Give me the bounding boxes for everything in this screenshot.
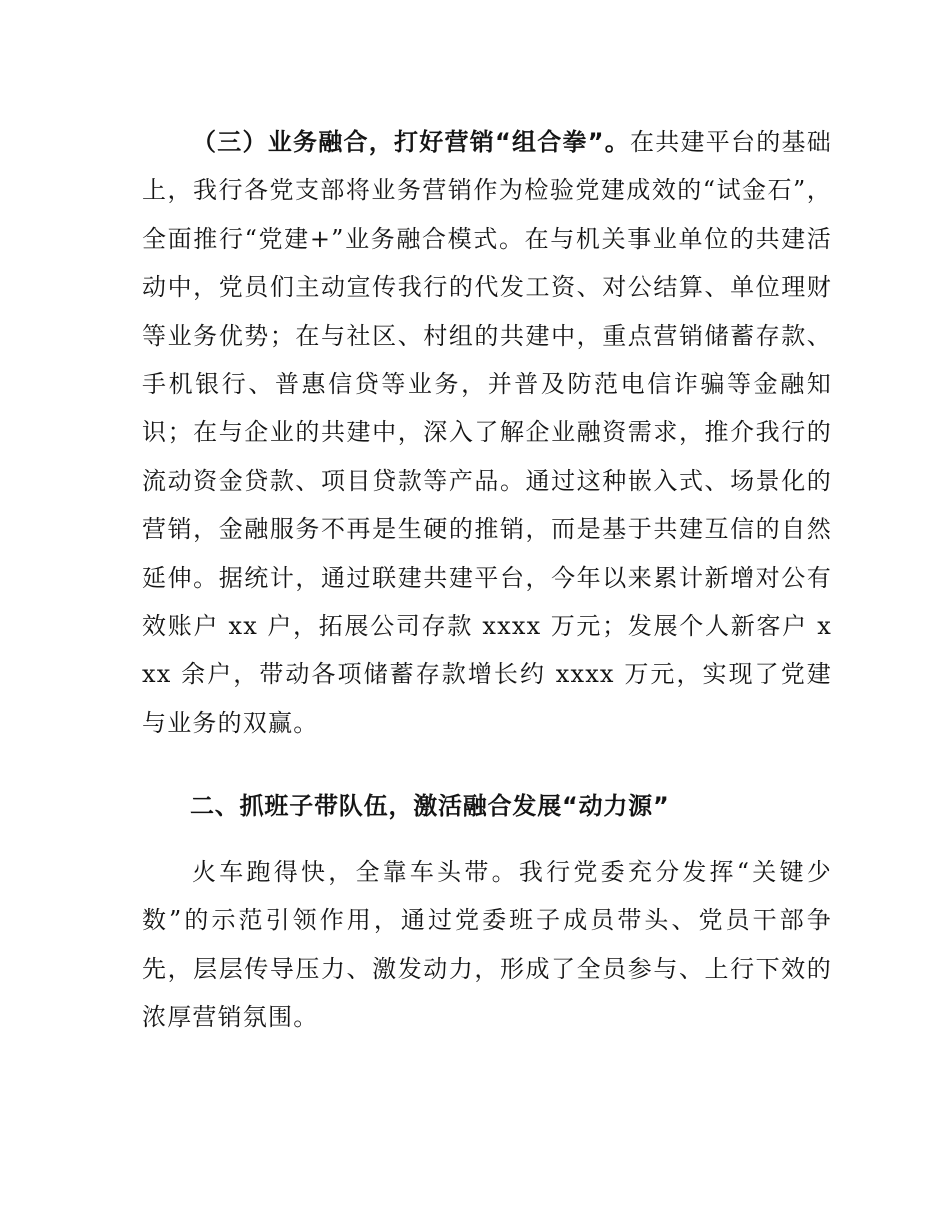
section-two-heading: 二、抓班子带队伍，激活融合发展“动力源” (190, 792, 670, 820)
section-3-heading: （三）业务融合，打好营销“组合拳”。 (192, 128, 631, 156)
section-3-body: 在共建平台的基础上，我行各党支部将业务营销作为检验党建成效的“试金石”，全面推行“党建+”业务融合模式。在与机关事业单位的共建活动中，党员们主动宣传我行的代发工资、对公结算、单位理财等业务优势；在与社区、村组的共建中，重点营销储蓄存款、手机银行、普惠信贷等业务，并普及防范电信诈骗等金融知识；在与企业的共建中，深入了解企业融资需求，推介我行的流动资金贷款、项目贷款等产品。通过这种嵌入式、场景化的营销，金融服务不再是生硬的推销，而是基于共建互信的自然延伸。据统计，通过联建共建平台，今年以来累计新增对公有效账户 xx 户，拓展公司存款 xxxx 万元；发展个人新客户 xxx 余户，带动各项储蓄存款增长约 xxxx 万元，实现了党建与业务的双赢。 (142, 128, 832, 737)
section-two-paragraph: 火车跑得快，全靠车头带。我行党委充分发挥“关键少数”的示范引领作用，通过党委班子成员带头、党员干部争先，层层传导压力、激发动力，形成了全员参与、上行下效的浓厚营销氛围。 (142, 858, 832, 1032)
section-3-paragraph (142, 118, 832, 747)
